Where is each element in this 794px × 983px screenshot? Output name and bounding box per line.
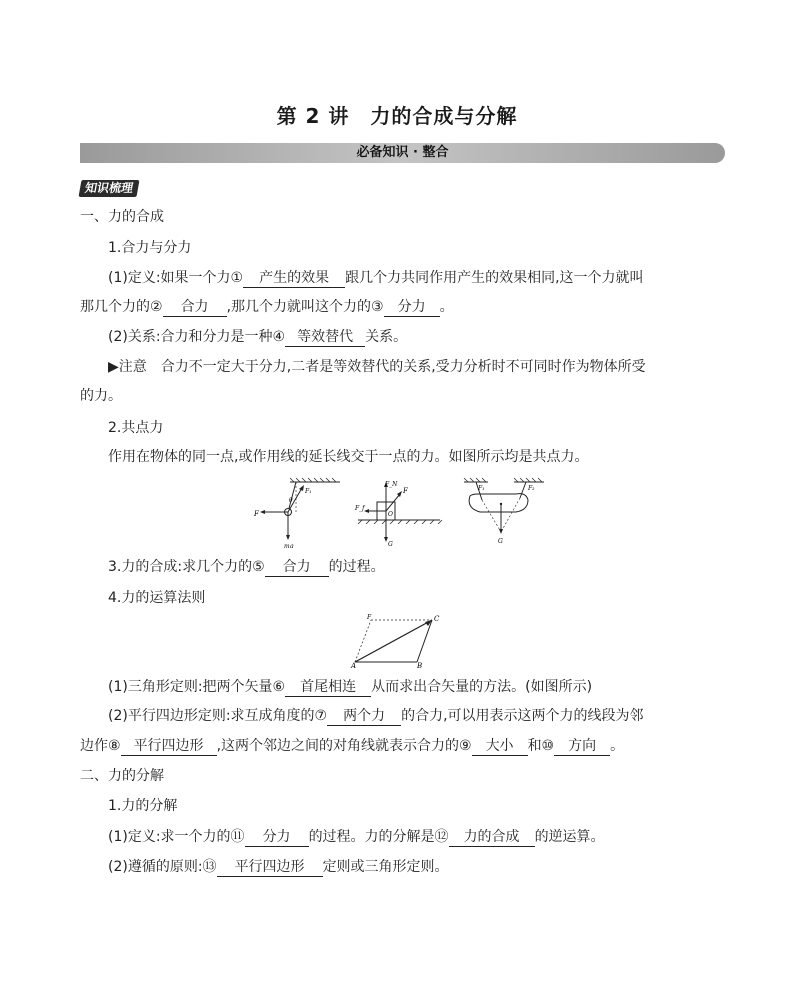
heading-force-composition: 一、力的合成 [80,209,164,225]
label-A: A [351,662,357,670]
label-theta: θ [289,497,293,504]
decomposition-principle: (2)遵循的原则:⑬ 平行四边形 定则或三角形定则。 [108,859,449,875]
note-line-1: ▶注意 合力不一定大于分力,二者是等效替代的关系,受力分析时不可同时作为物体所受 [108,359,646,375]
heading-force-decomposition: 二、力的分解 [80,768,164,784]
answer-blank-1: 产生的效果 [243,270,345,288]
page-title: 第 2 讲 力的合成与分解 [276,104,518,128]
triangle-rule: (1)三角形定则:把两个矢量⑥ 首尾相连 从而求出合矢量的方法。(如图所示) [108,679,593,695]
answer-blank-9: 大小 [472,738,528,756]
figure-suspended-board [458,476,550,548]
answer-blank-13: 平行四边形 [217,859,323,877]
figure-vector-triangle [345,612,455,670]
label-G-board: G [498,538,503,545]
answer-blank-8: 平行四边形 [121,738,217,756]
answer-blank-3: 分力 [384,299,440,317]
answer-blank-12: 力的合成 [449,829,535,847]
label-F2-board: F₂ [528,485,535,492]
figure-block-on-surface [352,476,444,548]
decomposition-definition: (1)定义:求一个力的⑪ 分力 的过程。力的分解是⑫ 力的合成 的逆运算。 [108,829,605,845]
parallelogram-rule-line-2: 边作⑧ 平行四边形 ,这两个邻边之间的对角线就表示合力的⑨ 大小 和⑩ 方向 。 [80,738,625,754]
parallelogram-rule-line-1: (2)平行四边形定则:求互成角度的⑦ 两个力 的合力,可以用表示这两个力的线段为邻 [108,708,644,724]
heading-operation-rules: 4.力的运算法则 [108,590,206,606]
label-F1: F₁ [305,488,312,495]
definition-line-1: (1)定义:如果一个力① 产生的效果 跟几个力共同作用产生的效果相同,这一个力就叫 [108,270,644,286]
label-O: O [388,511,393,518]
composition-definition: 3.力的合成:求几个力的⑤ 合力 的过程。 [108,559,385,575]
label-FN: F_N [385,481,398,488]
relation-line: (2)关系:合力和分力是一种④ 等效替代 关系。 [108,329,408,345]
definition-line-2: 那几个力的② 合力 ,那几个力就叫这个力的③ 分力 。 [80,299,454,315]
answer-blank-11: 分力 [245,829,309,847]
label-B: B [417,662,423,670]
label-mg: mg [284,543,294,548]
label-C: C [434,615,440,623]
label-F1-board: F₁ [478,485,485,492]
answer-blank-10: 方向 [554,738,610,756]
answer-blank-4: 等效替代 [285,329,365,347]
knowledge-badge: 知识梳理 [79,180,140,197]
figure-suspended-ball [250,476,345,548]
answer-blank-7: 两个力 [327,708,401,726]
concurrent-description: 作用在物体的同一点,或作用线的延长线交于一点的力。如图所示均是共点力。 [108,449,589,465]
heading-decomposition: 1.力的分解 [108,798,178,814]
label-G-block: G [388,541,393,548]
label-F-block: F [403,487,408,495]
heading-concurrent-forces: 2.共点力 [108,420,164,436]
label-F: F [254,510,259,518]
label-F-tri: F [367,614,372,621]
note-line-2: 的力。 [80,388,122,404]
label-Ff: F_f [355,505,365,512]
answer-blank-2: 合力 [163,299,227,317]
heading-resultant-component: 1.合力与分力 [108,240,192,256]
answer-blank-6: 首尾相连 [285,679,371,697]
section-banner: 必备知识 · 整合 [80,143,725,163]
answer-blank-5: 合力 [265,559,329,577]
